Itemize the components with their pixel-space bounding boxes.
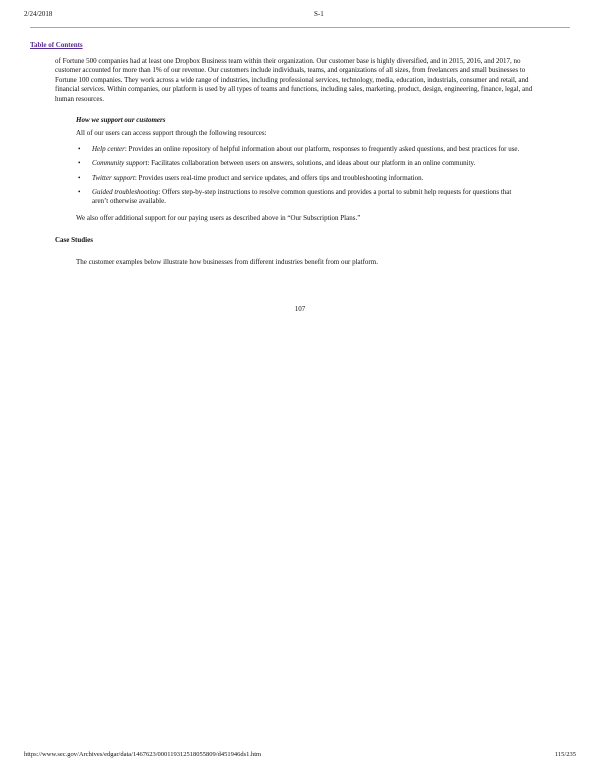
bullet-term: Community support	[92, 159, 148, 168]
intro-paragraph: of Fortune 500 companies had at least one Dropbox Business team within their organization. Our customer base is highly diversified, and in 2015, 2016, and 2017, no customer accounted for more than 1% of our revenue. Our customers include individuals, teams, and organizations of all sizes, from freelancers and small businesses to Fortune 100 companies. They work across a wide range of industries, including professional services, technology, media, education, industrials, consumer and retail, and financial services. Within companies, our platform is used by all types of teams and functions, including sales, marketing, product, design, engineering, finance, legal, and human resources.	[55, 57, 533, 103]
support-intro: All of our users can access support through the following resources:	[76, 129, 267, 138]
bullet-term: Help center	[92, 144, 125, 153]
table-of-contents-link[interactable]: Table of Contents	[30, 41, 83, 49]
support-resources-list	[55, 145, 545, 207]
case-studies-heading: Case Studies	[55, 236, 93, 245]
header-divider	[30, 27, 570, 28]
bullet-icon: •	[78, 144, 81, 153]
list-item	[55, 145, 545, 154]
bullet-term: Twitter support	[92, 173, 135, 182]
footer-url: https://www.sec.gov/Archives/edgar/data/1467623/000119312518055809/d451946ds1.htm	[24, 751, 262, 758]
bullet-text: : Offers step-by-step instructions to resolve common questions and provides a portal to submit help requests for questions that aren’t otherwise available.	[92, 188, 512, 206]
print-date: 2/24/2018	[24, 10, 53, 18]
page-content	[55, 57, 545, 267]
bullet-text: : Provides users real-time product and service updates, and offers tips and troubleshooting information.	[134, 173, 424, 182]
document-title: S-1	[314, 10, 324, 18]
bullet-icon: •	[78, 188, 81, 197]
support-heading: How we support our customers	[76, 116, 166, 125]
list-item	[55, 174, 545, 183]
page-number: 107	[294, 305, 306, 313]
bullet-text: : Provides an online repository of helpful information about our platform, responses to frequently asked questions, and best practices for use.	[124, 144, 520, 153]
bullet-term: Guided troubleshooting	[92, 188, 159, 197]
list-item	[55, 159, 545, 168]
bullet-icon: •	[78, 159, 81, 168]
additional-support-paragraph: We also offer additional support for our paying users as described above in “Our Subscription Plans.”	[76, 213, 361, 222]
footer-page-count: 115/235	[554, 751, 576, 758]
bullet-icon: •	[78, 173, 81, 182]
list-item	[55, 188, 545, 207]
bullet-text: : Facilitates collaboration between users on answers, solutions, and ideas about our platform in an online community.	[147, 159, 476, 168]
case-studies-text: The customer examples below illustrate how businesses from different industries benefit from our platform.	[76, 257, 378, 266]
